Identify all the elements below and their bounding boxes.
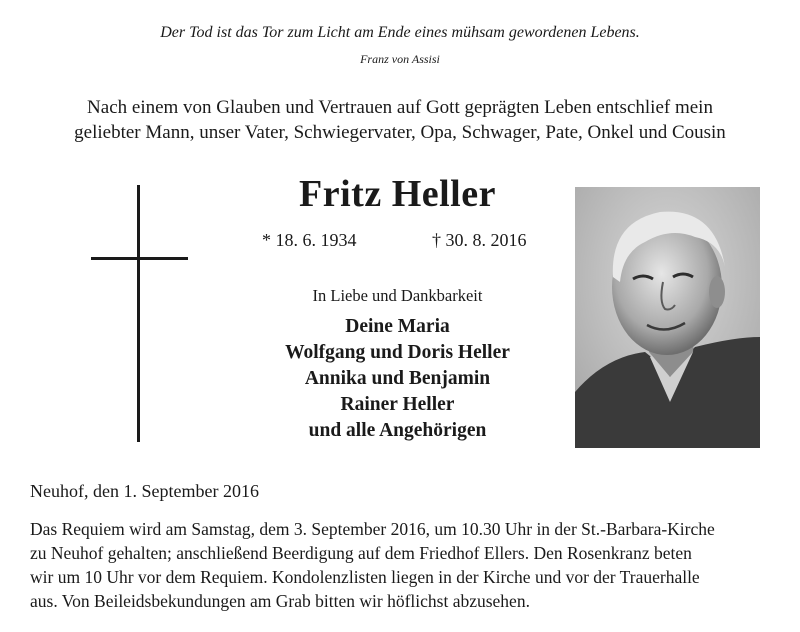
mourner-line: Wolfgang und Doris Heller <box>285 342 510 363</box>
deceased-name: Fritz Heller <box>299 173 496 215</box>
intro-text <box>0 95 800 145</box>
portrait-illustration <box>575 187 760 448</box>
requiem-line: Das Requiem wird am Samstag, dem 3. September 2016, um 10.30 Uhr in der St.-Barbara-Kirche <box>30 519 715 539</box>
mourners-list <box>195 314 600 444</box>
mourner-line: und alle Angehörigen <box>308 420 487 441</box>
requiem-line: wir um 10 Uhr vor dem Requiem. Kondolenzlisten liegen in der Kirche und vor der Trauerhalle <box>30 567 700 587</box>
cross-horizontal-bar <box>91 257 188 260</box>
quote-text: Der Tod ist das Tor zum Licht am Ende eines mühsam gewordenen Lebens. <box>160 24 640 41</box>
intro-line: geliebter Mann, unser Vater, Schwiegervater, Opa, Schwager, Pate, Onkel und Cousin <box>74 122 726 143</box>
birth-date: * 18. 6. 1934 <box>262 230 357 250</box>
mourner-line: Annika und Benjamin <box>304 368 491 389</box>
mourner-line: Rainer Heller <box>340 394 455 415</box>
place-date: Neuhof, den 1. September 2016 <box>30 481 259 501</box>
requiem-line: zu Neuhof gehalten; anschließend Beerdigung auf dem Friedhof Ellers. Den Rosenkranz beten <box>30 543 692 563</box>
requiem-line: aus. Von Beileidsbekundungen am Grab bitten wir höflichst abzusehen. <box>30 591 530 611</box>
intro-line: Nach einem von Glauben und Vertrauen auf Gott geprägten Leben entschlief mein <box>87 97 713 118</box>
requiem-info <box>30 517 780 613</box>
dedication-text: In Liebe und Dankbarkeit <box>312 286 483 305</box>
quote-author: Franz von Assisi <box>360 52 440 66</box>
cross-vertical-bar <box>137 185 140 442</box>
mourner-line: Deine Maria <box>345 316 450 337</box>
portrait-photo <box>575 187 760 448</box>
death-date: † 30. 8. 2016 <box>432 230 527 250</box>
